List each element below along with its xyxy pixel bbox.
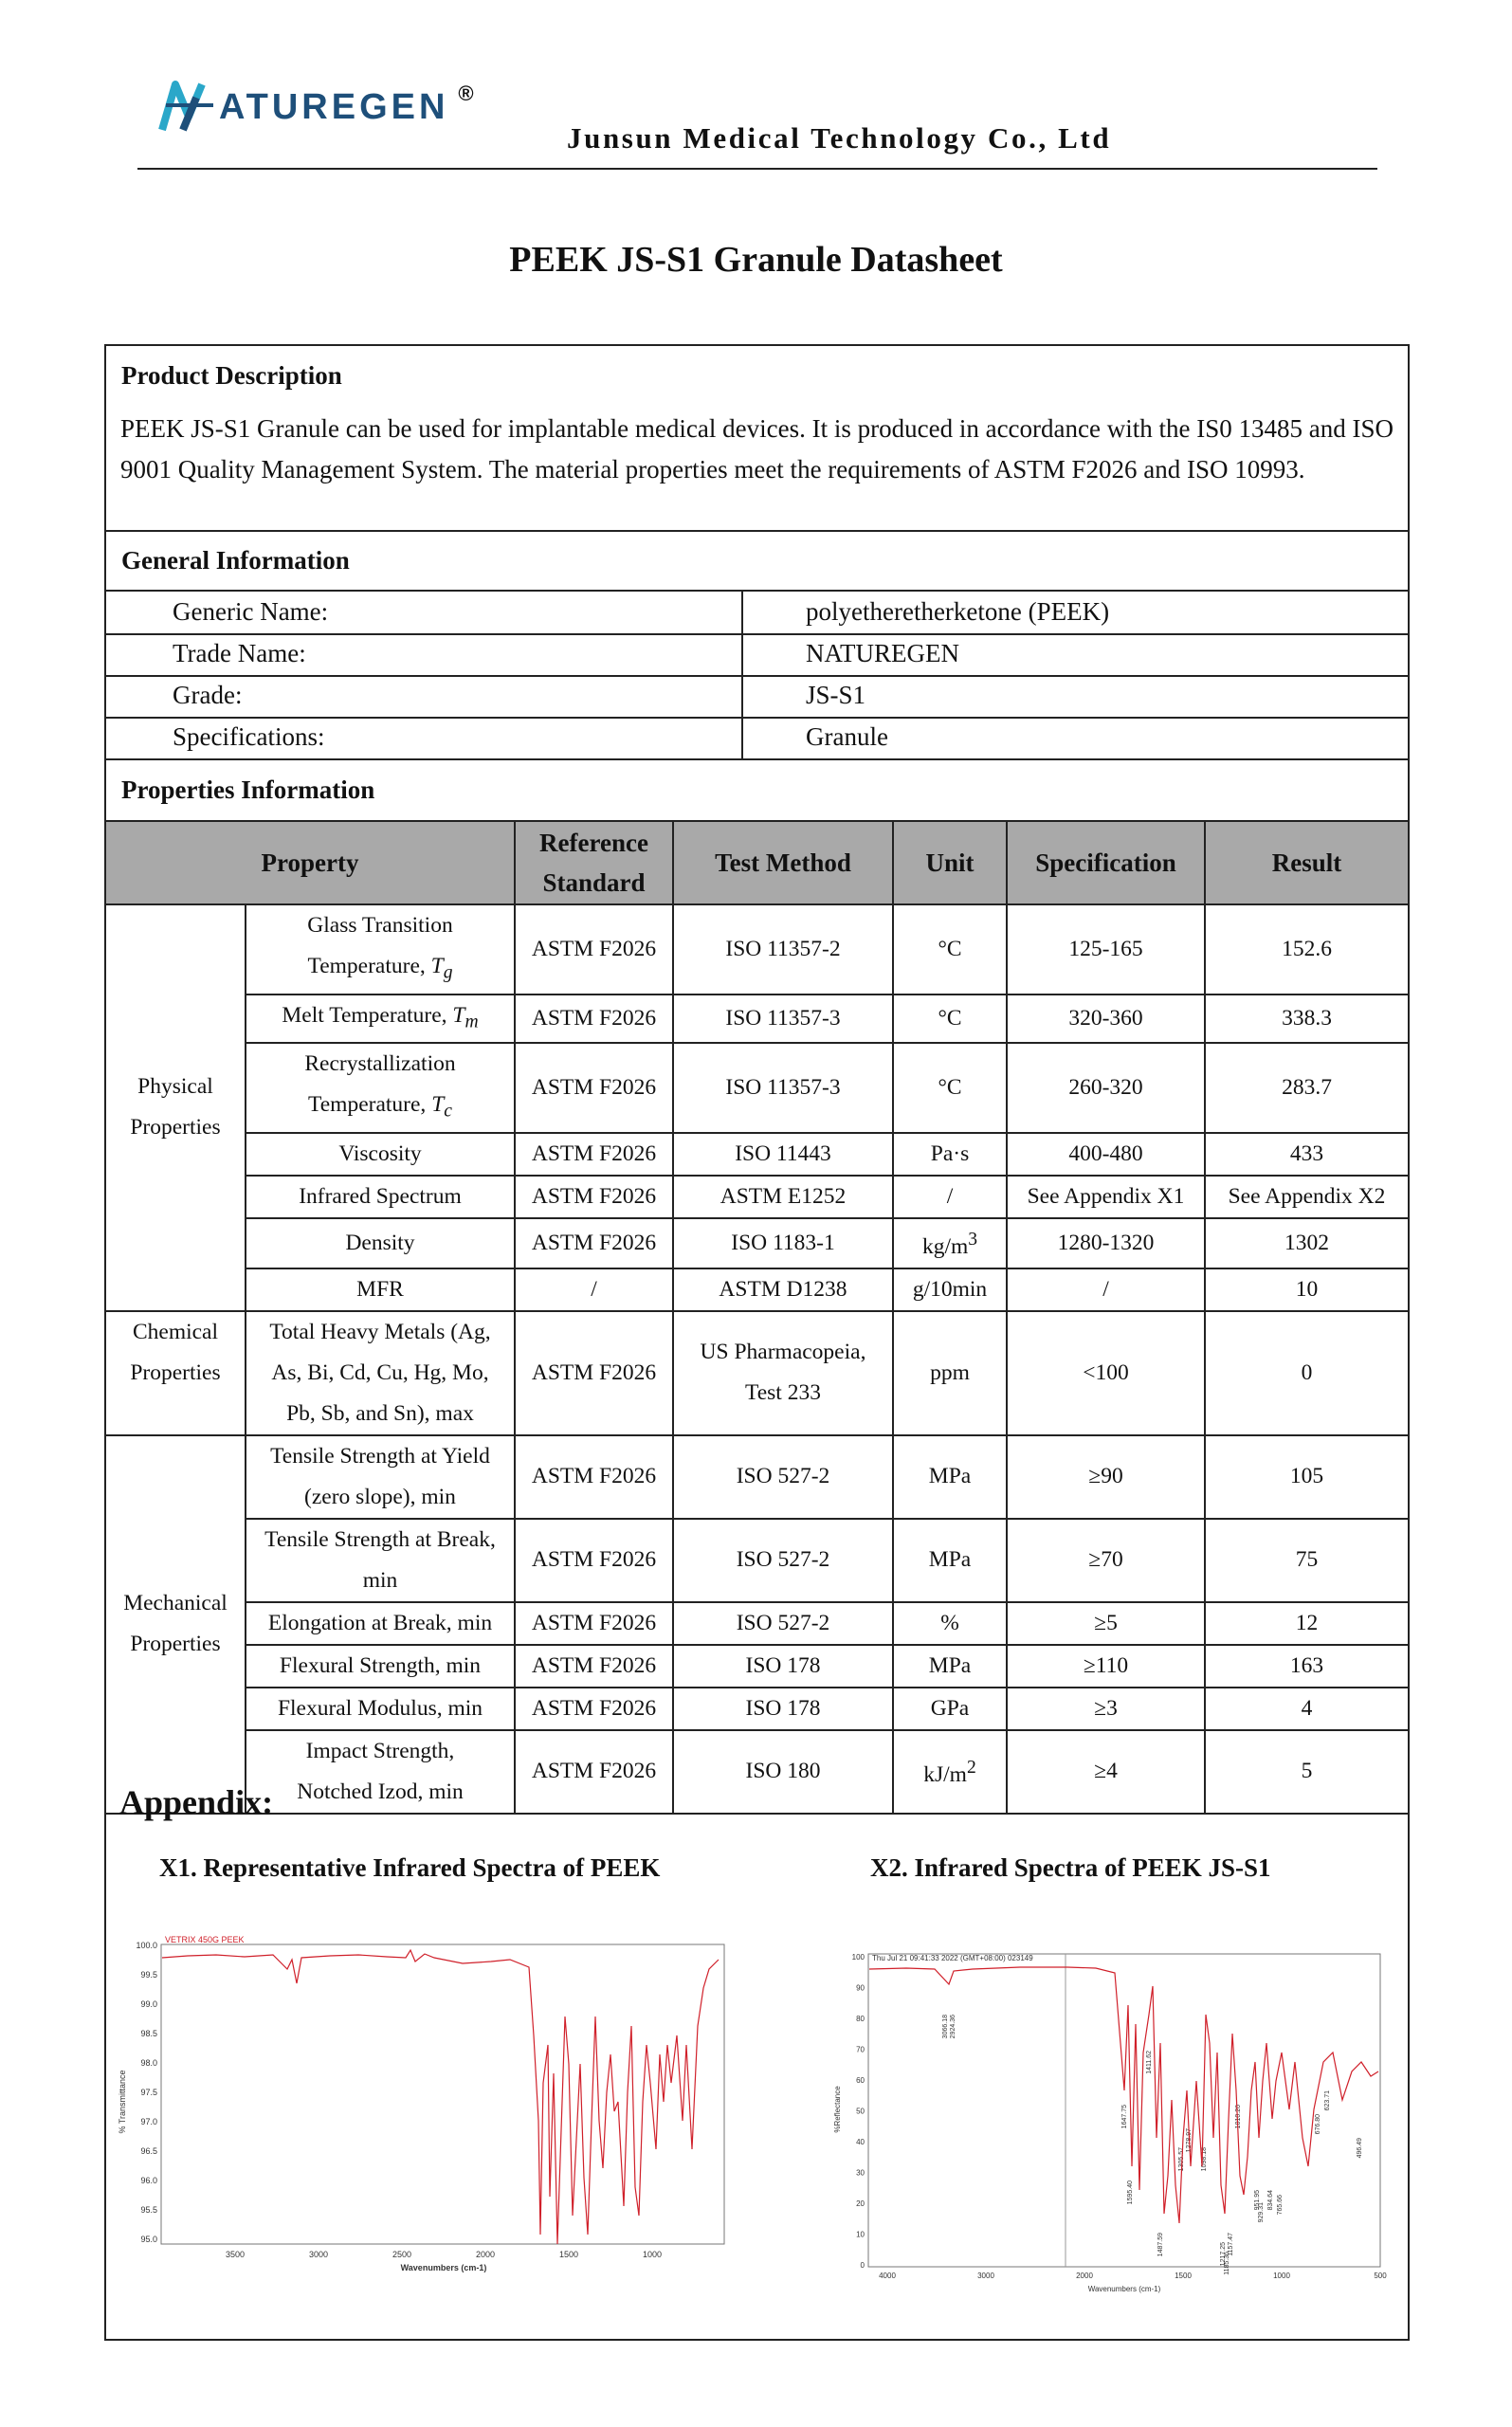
datasheet-frame bbox=[104, 344, 1410, 2341]
appendix-x1-caption: X1. Representative Infrared Spectra of PEEK bbox=[159, 1853, 661, 1882]
appendix-x2-caption: X2. Infrared Spectra of PEEK JS-S1 bbox=[870, 1853, 1271, 1882]
spectrum-x2-peak-label: 1185.36 bbox=[1224, 2252, 1230, 2275]
unit-cell: Pa·s bbox=[893, 1133, 1007, 1176]
method-cell: ASTM D1238 bbox=[673, 1268, 893, 1311]
standard-cell: ASTM F2026 bbox=[515, 1218, 673, 1268]
spectrum-x2-peak-label: 3066.18 bbox=[942, 2015, 949, 2039]
spectrum-x1-ytick: 96.5 bbox=[140, 2146, 157, 2156]
unit-cell: $kg/m^3$ bbox=[893, 1218, 1007, 1268]
spectrum-x2-peak-label: 834.64 bbox=[1267, 2190, 1274, 2211]
specification-cell: 260-320 bbox=[1007, 1043, 1205, 1133]
result-cell: 163 bbox=[1205, 1645, 1408, 1688]
specification-cell: / bbox=[1007, 1268, 1205, 1311]
spectrum-x1-ytick: 96.0 bbox=[140, 2176, 157, 2185]
column-header-property: Property bbox=[106, 822, 515, 904]
property-cell: Flexural Modulus, min bbox=[246, 1688, 515, 1730]
spectrum-x2-ytick: 0 bbox=[860, 2261, 865, 2270]
result-cell: 10 bbox=[1205, 1268, 1408, 1311]
specification-cell: See Appendix X1 bbox=[1007, 1176, 1205, 1218]
spectrum-x2-peak-label: 1217.25 bbox=[1220, 2242, 1227, 2267]
spectrum-x1-xtick: 3000 bbox=[308, 2250, 329, 2259]
spectrum-x2-peak-label: 1595.40 bbox=[1127, 2181, 1134, 2205]
spectrum-x2-peak-label: 1157.47 bbox=[1228, 2233, 1234, 2256]
property-cell: Tensile Strength at Break, min bbox=[246, 1519, 515, 1602]
property-cell: MFR bbox=[246, 1268, 515, 1311]
property-cell: Melt Temperature, $T_m$ bbox=[246, 995, 515, 1044]
column-header-unit: Unit bbox=[893, 822, 1007, 904]
specification-cell: <100 bbox=[1007, 1311, 1205, 1435]
result-cell: 152.6 bbox=[1205, 904, 1408, 995]
standard-cell: ASTM F2026 bbox=[515, 1133, 673, 1176]
table-row bbox=[106, 904, 1408, 995]
group-label-mechanical: Mechanical Properties bbox=[106, 1435, 246, 1814]
general-info-row bbox=[106, 675, 1408, 719]
spectrum-x2-peak-label: 929.31 bbox=[1258, 2202, 1265, 2223]
table-row bbox=[106, 1311, 1408, 1435]
table-row bbox=[106, 1268, 1408, 1311]
spectrum-x2-peak-label: 623.71 bbox=[1324, 2090, 1331, 2111]
specification-cell: ≥3 bbox=[1007, 1688, 1205, 1730]
header-divider bbox=[137, 168, 1377, 170]
spectrum-x2-xtick: 4000 bbox=[879, 2272, 896, 2280]
spectrum-x2-ytick: 80 bbox=[856, 2015, 865, 2023]
general-info-value: polyetheretherketone (PEEK) bbox=[806, 597, 1110, 626]
spectrum-x1-xtick: 3500 bbox=[225, 2250, 246, 2259]
unit-cell: °C bbox=[893, 1043, 1007, 1133]
spectrum-x2-ytick: 90 bbox=[856, 1983, 865, 1993]
spectrum-x2-ytick: 70 bbox=[856, 2045, 865, 2054]
standard-cell: ASTM F2026 bbox=[515, 904, 673, 995]
spectrum-x2-ytick: 50 bbox=[856, 2107, 865, 2116]
specification-cell: ≥70 bbox=[1007, 1519, 1205, 1602]
spectrum-x2-ytick: 100 bbox=[851, 1953, 865, 1962]
spectrum-x2-xlabel: Wavenumbers (cm-1) bbox=[1087, 2285, 1161, 2293]
standard-cell: ASTM F2026 bbox=[515, 1602, 673, 1645]
logo-wordmark: ATUREGEN bbox=[219, 86, 449, 127]
method-cell: ISO 11357-3 bbox=[673, 1043, 893, 1133]
column-header-specification: Specification bbox=[1007, 822, 1205, 904]
method-cell: ISO 527-2 bbox=[673, 1435, 893, 1519]
spectrum-x2-ytick: 30 bbox=[856, 2168, 865, 2178]
spectrum-x1-ytick: 99.5 bbox=[140, 1970, 157, 1980]
spectrum-x1-ytick: 97.0 bbox=[140, 2117, 157, 2126]
result-cell: 75 bbox=[1205, 1519, 1408, 1602]
spectrum-x2-xtick: 1000 bbox=[1273, 2272, 1290, 2280]
general-information-heading: General Information bbox=[121, 546, 350, 575]
unit-cell: % bbox=[893, 1602, 1007, 1645]
standard-cell: ASTM F2026 bbox=[515, 1688, 673, 1730]
properties-table bbox=[106, 822, 1408, 1815]
spectrum-x2-plot bbox=[830, 1948, 1390, 2301]
company-name: Junsun Medical Technology Co., Ltd bbox=[567, 121, 1112, 155]
spectrum-x1-legend: VETRIX 450G PEEK bbox=[165, 1935, 245, 1944]
table-row bbox=[106, 1176, 1408, 1218]
result-cell: 12 bbox=[1205, 1602, 1408, 1645]
spectrum-x1-xtick: 1500 bbox=[558, 2250, 579, 2259]
general-info-label: Trade Name: bbox=[173, 639, 306, 667]
table-row bbox=[106, 1218, 1408, 1268]
unit-cell: MPa bbox=[893, 1435, 1007, 1519]
spectrum-x1-xtick: 1000 bbox=[642, 2250, 663, 2259]
table-row bbox=[106, 1133, 1408, 1176]
spectrum-x2-peak-label: 1411.62 bbox=[1146, 2051, 1153, 2074]
unit-cell: g/10min bbox=[893, 1268, 1007, 1311]
property-cell: Glass Transition Temperature, $T_g$ bbox=[246, 904, 515, 995]
spectrum-x2-ylabel: %Reflectance bbox=[833, 2086, 842, 2133]
spectrum-x2-peak-label: 676.80 bbox=[1315, 2114, 1321, 2135]
general-info-row bbox=[106, 592, 1408, 635]
general-info-label: Generic Name: bbox=[173, 597, 329, 626]
method-cell: ASTM E1252 bbox=[673, 1176, 893, 1218]
standard-cell: ASTM F2026 bbox=[515, 1043, 673, 1133]
column-header-reference-standard: Reference Standard bbox=[515, 822, 673, 904]
result-cell: See Appendix X2 bbox=[1205, 1176, 1408, 1218]
spectrum-x2-peak-label: 2924.36 bbox=[950, 2015, 956, 2039]
table-row bbox=[106, 1043, 1408, 1133]
divider bbox=[106, 530, 1408, 532]
spectrum-x2-peak-label: 496.49 bbox=[1357, 2138, 1363, 2159]
properties-information-heading: Properties Information bbox=[121, 776, 375, 804]
spectrum-x2-peak-label: 765.66 bbox=[1277, 2195, 1284, 2216]
result-cell: 1302 bbox=[1205, 1218, 1408, 1268]
appendix-heading: Appendix: bbox=[119, 1783, 274, 1821]
spectrum-x1-ytick: 97.5 bbox=[140, 2088, 157, 2097]
property-cell: Impact Strength, Notched Izod, min bbox=[246, 1730, 515, 1814]
unit-cell: / bbox=[893, 1176, 1007, 1218]
spectrum-x1 bbox=[112, 1931, 736, 2288]
property-cell: Recrystallization Temperature, $T_c$ bbox=[246, 1043, 515, 1133]
specification-cell: 1280-1320 bbox=[1007, 1218, 1205, 1268]
method-cell: ISO 11357-2 bbox=[673, 904, 893, 995]
page-title: PEEK JS-S1 Granule Datasheet bbox=[509, 240, 1003, 280]
general-info-value: Granule bbox=[806, 722, 888, 751]
spectrum-x2-peak-label: 1487.59 bbox=[1157, 2233, 1164, 2257]
specification-cell: 125-165 bbox=[1007, 904, 1205, 995]
column-header-result: Result bbox=[1205, 822, 1408, 904]
result-cell: 4 bbox=[1205, 1688, 1408, 1730]
specification-cell: 320-360 bbox=[1007, 995, 1205, 1044]
spectrum-x1-xlabel: Wavenumbers (cm-1) bbox=[400, 2263, 487, 2272]
standard-cell: ASTM F2026 bbox=[515, 1645, 673, 1688]
spectrum-x2-ytick: 10 bbox=[856, 2230, 865, 2239]
table-header-row bbox=[106, 822, 1408, 904]
column-header-test-method: Test Method bbox=[673, 822, 893, 904]
method-cell: ISO 1183-1 bbox=[673, 1218, 893, 1268]
property-cell: Total Heavy Metals (Ag, As, Bi, Cd, Cu, Hg, Mo, Pb, Sb, and Sn), max bbox=[246, 1311, 515, 1435]
spectrum-x2-ytick: 20 bbox=[856, 2199, 865, 2208]
table-row bbox=[106, 1688, 1408, 1730]
naturegen-logo-icon bbox=[156, 79, 223, 136]
property-cell: Viscosity bbox=[246, 1133, 515, 1176]
spectrum-x1-ytick: 95.0 bbox=[140, 2235, 157, 2244]
company-logo bbox=[156, 74, 474, 140]
standard-cell: ASTM F2026 bbox=[515, 1311, 673, 1435]
result-cell: 338.3 bbox=[1205, 995, 1408, 1044]
table-row bbox=[106, 1730, 1408, 1814]
method-cell: ISO 527-2 bbox=[673, 1602, 893, 1645]
spectrum-x2-peak-label: 1647.75 bbox=[1121, 2105, 1128, 2129]
result-cell: 0 bbox=[1205, 1311, 1408, 1435]
unit-cell: °C bbox=[893, 904, 1007, 995]
spectrum-x1-xtick: 2500 bbox=[392, 2250, 412, 2259]
spectrum-x2 bbox=[830, 1948, 1390, 2301]
spectrum-x1-ytick: 95.5 bbox=[140, 2205, 157, 2215]
standard-cell: ASTM F2026 bbox=[515, 1176, 673, 1218]
standard-cell: ASTM F2026 bbox=[515, 1435, 673, 1519]
property-cell: Infrared Spectrum bbox=[246, 1176, 515, 1218]
method-cell: US Pharmacopeia, Test 233 bbox=[673, 1311, 893, 1435]
spectrum-x2-xtick: 500 bbox=[1374, 2272, 1387, 2280]
table-row bbox=[106, 1602, 1408, 1645]
general-info-row bbox=[106, 717, 1408, 760]
standard-cell: ASTM F2026 bbox=[515, 995, 673, 1044]
method-cell: ISO 527-2 bbox=[673, 1519, 893, 1602]
spectrum-x1-ytick: 98.0 bbox=[140, 2058, 157, 2068]
table-row bbox=[106, 1435, 1408, 1519]
general-info-value: JS-S1 bbox=[806, 681, 866, 709]
general-info-column-divider bbox=[741, 592, 743, 758]
specification-cell: 400-480 bbox=[1007, 1133, 1205, 1176]
specification-cell: ≥4 bbox=[1007, 1730, 1205, 1814]
spectrum-x2-peak-label: 951.95 bbox=[1254, 2190, 1261, 2211]
general-info-label: Specifications: bbox=[173, 722, 325, 751]
standard-cell: ASTM F2026 bbox=[515, 1519, 673, 1602]
product-description-text: PEEK JS-S1 Granule can be used for implantable medical devices. It is produced in accordance with the IS0 13485 and ISO 9001 Quality Management System. The material properties meet the requirements of ASTM F2026 and ISO 10993. bbox=[120, 414, 1394, 484]
unit-cell: GPa bbox=[893, 1688, 1007, 1730]
specification-cell: ≥5 bbox=[1007, 1602, 1205, 1645]
spectrum-x1-xtick: 2000 bbox=[475, 2250, 496, 2259]
product-description-heading: Product Description bbox=[121, 361, 342, 390]
spectrum-x2-ytick: 40 bbox=[856, 2138, 865, 2146]
result-cell: 283.7 bbox=[1205, 1043, 1408, 1133]
spectrum-x1-plot bbox=[112, 1931, 736, 2288]
result-cell: 105 bbox=[1205, 1435, 1408, 1519]
spectrum-x2-xtick: 1500 bbox=[1175, 2272, 1192, 2280]
spectrum-x2-xtick: 3000 bbox=[977, 2272, 994, 2280]
specification-cell: ≥110 bbox=[1007, 1645, 1205, 1688]
unit-cell: MPa bbox=[893, 1645, 1007, 1688]
standard-cell: ASTM F2026 bbox=[515, 1730, 673, 1814]
spectrum-x2-peak-label: 1098.18 bbox=[1201, 2147, 1208, 2172]
method-cell: ISO 178 bbox=[673, 1645, 893, 1688]
table-row bbox=[106, 995, 1408, 1044]
method-cell: ISO 11357-3 bbox=[673, 995, 893, 1044]
group-label-chemical: Chemical Properties bbox=[106, 1311, 246, 1435]
spectrum-x2-peak-label: 1305.57 bbox=[1178, 2147, 1185, 2172]
method-cell: ISO 180 bbox=[673, 1730, 893, 1814]
spectrum-x1-ytick: 98.5 bbox=[140, 2029, 157, 2038]
property-cell: Density bbox=[246, 1218, 515, 1268]
group-label-physical: Physical Properties bbox=[106, 904, 246, 1311]
spectrum-x2-peak-label: 1278.97 bbox=[1186, 2128, 1193, 2153]
registered-mark: ® bbox=[458, 82, 474, 105]
spectrum-x1-ytick: 99.0 bbox=[140, 1999, 157, 2009]
result-cell: 5 bbox=[1205, 1730, 1408, 1814]
method-cell: ISO 178 bbox=[673, 1688, 893, 1730]
unit-cell: °C bbox=[893, 995, 1007, 1044]
result-cell: 433 bbox=[1205, 1133, 1408, 1176]
table-row bbox=[106, 1645, 1408, 1688]
unit-cell: MPa bbox=[893, 1519, 1007, 1602]
table-row bbox=[106, 1519, 1408, 1602]
spectrum-x2-timestamp: Thu Jul 21 09:41:33 2022 (GMT+08:00) 023149 bbox=[872, 1954, 1033, 1962]
spectrum-x2-ytick: 60 bbox=[856, 2076, 865, 2085]
general-info-row bbox=[106, 633, 1408, 677]
spectrum-x2-peak-label: 1010.26 bbox=[1235, 2105, 1242, 2129]
method-cell: ISO 11443 bbox=[673, 1133, 893, 1176]
property-cell: Tensile Strength at Yield (zero slope), min bbox=[246, 1435, 515, 1519]
general-info-label: Grade: bbox=[173, 681, 243, 709]
unit-cell: ppm bbox=[893, 1311, 1007, 1435]
general-info-value: NATUREGEN bbox=[806, 639, 959, 667]
spectrum-x2-xtick: 2000 bbox=[1076, 2272, 1093, 2280]
unit-cell: $kJ/m^2$ bbox=[893, 1730, 1007, 1814]
spectrum-x1-ytick: 100.0 bbox=[136, 1941, 157, 1950]
spectrum-x1-ylabel: % Transmittance bbox=[118, 2070, 127, 2134]
standard-cell: / bbox=[515, 1268, 673, 1311]
property-cell: Flexural Strength, min bbox=[246, 1645, 515, 1688]
property-cell: Elongation at Break, min bbox=[246, 1602, 515, 1645]
specification-cell: ≥90 bbox=[1007, 1435, 1205, 1519]
